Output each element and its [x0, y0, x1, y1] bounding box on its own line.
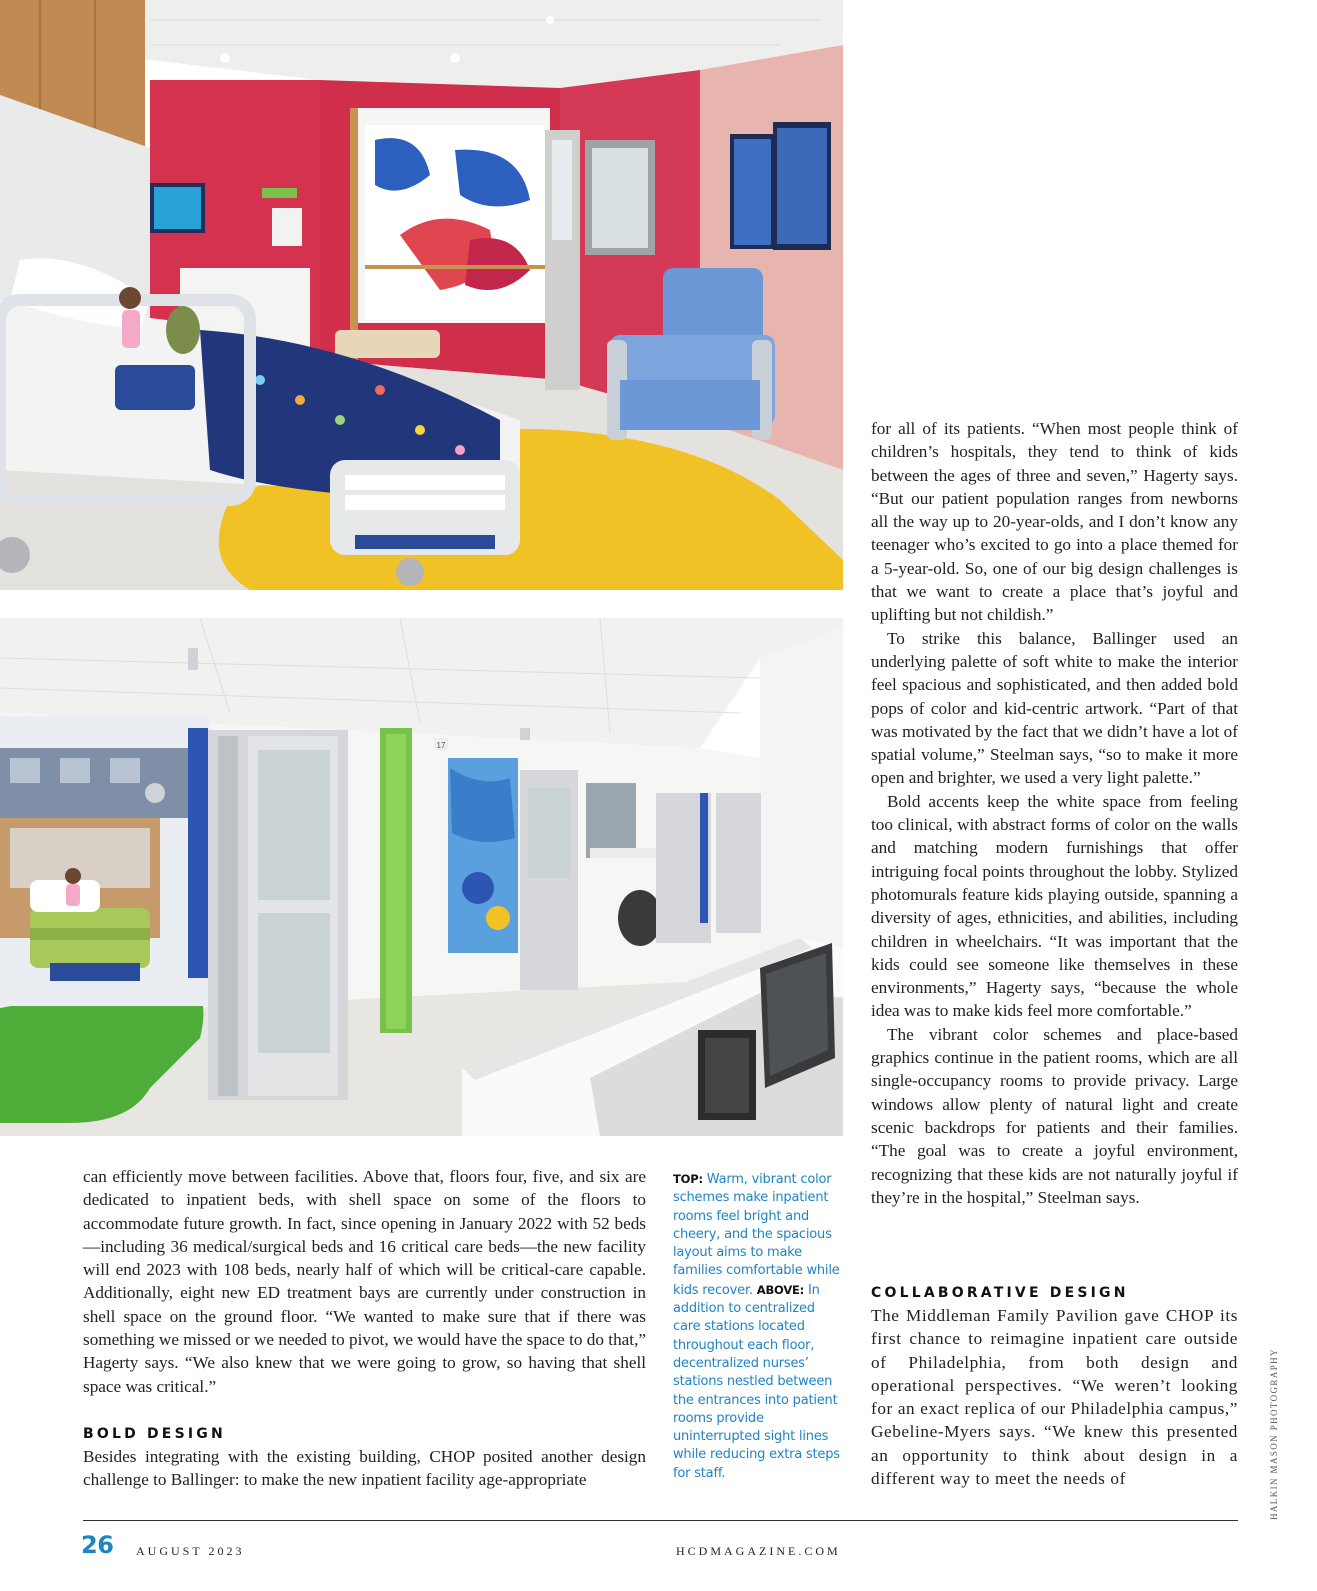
caption-tag-top: TOP: [673, 1172, 703, 1186]
article-right-column-bottom [871, 1304, 1238, 1490]
section-heading-collaborative-design: COLLABORATIVE DESIGN [871, 1285, 1129, 1301]
issue-date: AUGUST 2023 [136, 1544, 245, 1558]
corridor-nurse-station-photo [0, 618, 843, 1136]
room-number-sign: 17 [436, 741, 446, 750]
patient-room-photo [0, 0, 843, 590]
article-paragraph: can efficiently move between facilities. Above that, floors four, five, and six are dedicated to inpatient beds, with shell space on some of the floors to accommodate future growth. In fact, since opening in January 2022 with 52 beds—including 36 medical/surgical beds and 16 critical care beds—the new facility will end 2023 with 108 beds, nearly half of which will be critical-care capable. Additionally, eight new ED treatment bays are currently under construction in shell space on the ground floor. “We wanted to make sure that if there was something we missed or we needed to pivot, we would have the space to do that,” Hagerty says. “We also knew that we were going to grow, so having that shell space was critical.” [83, 1167, 646, 1396]
photo-caption [673, 1170, 845, 1483]
caption-text-above: In addition to centralized care stations located throughout each floor, decentralized nurses’ stations nestled between the entrances into patient rooms provide uninterrupted sight lines while reducing extra steps for staff. [673, 1282, 840, 1481]
footer-divider [83, 1520, 1238, 1521]
article-paragraph: Bold accents keep the white space from feeling too clinical, with abstract forms of color on the walls and matching modern furnishings that offer intriguing focal points throughout the lobby. Stylized photomurals feature kids playing outside, spanning a diversity of ages, ethnicities, and abilities, including children in wheelchairs. “It was important that the kids could see someone like themselves in these environments,” Hagerty says, “because the whole idea was to make kids feel more comfortable.” [871, 791, 1238, 1021]
photo-credit: HALKIN MASON PHOTOGRAPHY [1269, 1348, 1279, 1520]
article-right-column-top [871, 417, 1238, 1209]
article-paragraph: Besides integrating with the existing building, CHOP posited another design challenge to Ballinger: to make the new inpatient facility age-appropriate [83, 1447, 646, 1490]
bold-design-text-block [83, 1445, 646, 1492]
magazine-website: HCDMAGAZINE.COM [676, 1544, 841, 1558]
section-heading-bold-design: BOLD DESIGN [83, 1426, 226, 1442]
article-paragraph: for all of its patients. “When most people think of children’s hospitals, they tend to think of kids between the ages of three and seven,” Hagerty says. “But our patient population ranges from newborns all the way up to 20-year-olds, and I don’t know any teenager who’s excited to go into a place themed for a 5-year-old. So, one of our big design challenges is that we want to create a place that’s joyful and uplifting but not childish.” [871, 419, 1238, 625]
article-paragraph: The Middleman Family Pavilion gave CHOP its first chance to reimagine inpatient care outside of Philadelphia, from both design and operational perspectives. “We weren’t looking for an exact replica of our Philadelphia campus,” Gebeline-Myers says. “We knew this presented an opportunity to think about design in a different way to meet the needs of [871, 1306, 1238, 1489]
corridor-illustration [0, 618, 843, 1136]
article-paragraph: The vibrant color schemes and place-based graphics continue in the patient rooms, which are all single-occupancy rooms to provide privacy. Large windows allow plenty of natural light and create scenic backdrops for patients and their families. “The goal was to create a joyful environment, recognizing that these kids are not naturally joyful if they’re in the hospital,” Steelman says. [871, 1024, 1238, 1207]
page-number: 26 [81, 1531, 114, 1559]
patient-room-illustration [0, 0, 843, 590]
article-left-column [83, 1165, 646, 1398]
caption-tag-above: ABOVE: [756, 1282, 805, 1297]
article-paragraph: To strike this balance, Ballinger used an underlying palette of soft white to make the interior feel spacious and sophisticated, and then added bold pops of color and kid-centric artwork. “Part of that was motivated by the fact that we didn’t have a lot of spatial volume,” Steelman says, “so to make it more open and brighter, we used a very light palette.” [871, 628, 1238, 788]
caption-text-top: Warm, vibrant color schemes make inpatient rooms feel bright and cheery, and the spacious layout aims to make families comfortable while kids recover. [673, 1172, 840, 1298]
